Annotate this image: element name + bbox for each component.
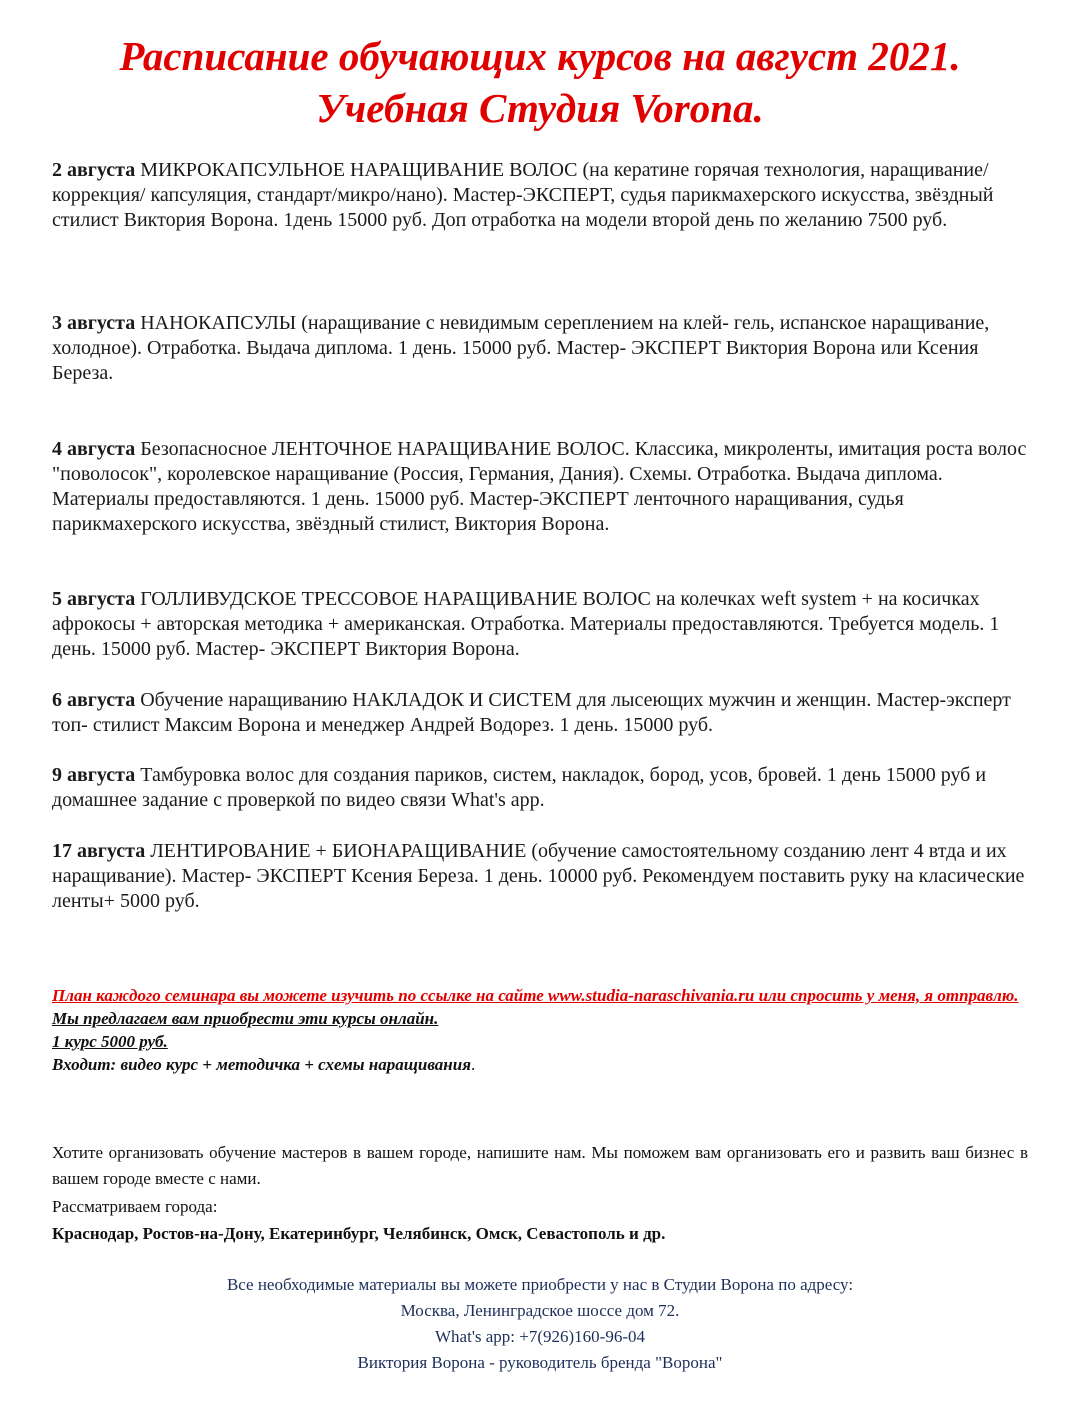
footer-whatsapp[interactable]: What's app: +7(926)160-96-04 <box>435 1327 645 1346</box>
course-description: НАНОКАПСУЛЫ (наращивание с невидимым сереплением на клей- гель, испанское наращивание, холодное). Отработка. Выдача диплома. 1 день. 15000 руб. Мастер- ЭКСПЕРТ Виктория Ворона или Ксения Береза. <box>52 312 990 384</box>
course-date: 3 августа <box>52 312 136 334</box>
course-description: Безопасносное ЛЕНТОЧНОЕ НАРАЩИВАНИЕ ВОЛОС. Классика, микроленты, имитация роста волос "поволосок", королевское наращивание (Россия, Германия, Дания). Схемы. Отработка. Выдача диплома. Материалы предоставляются. 1 день. 15000 руб. Мастер-ЭКСПЕРТ ленточного наращивания, судья парикмахерского искусства, звёздный стилист, Виктория Ворона. <box>52 438 1027 535</box>
course-date: 17 августа <box>52 840 146 862</box>
seminar-plan-link-text[interactable]: План каждого семинара вы можете изучить по ссылке на сайте www.studia-naraschivania.ru или спросить у меня, я отправлю. <box>52 986 1019 1005</box>
online-includes: Входит: видео курс + методичка + схемы наращивания <box>52 1055 471 1074</box>
cities-list: Краснодар, Ростов-на-Дону, Екатеринбург, Челябинск, Омск, Севастополь и др. <box>52 1224 666 1243</box>
course-description: МИКРОКАПСУЛЬНОЕ НАРАЩИВАНИЕ ВОЛОС (на кератине горячая технология, наращивание/ коррекция/ капсуляция, стандарт/микро/нано). Мастер-ЭКСПЕРТ, судья парикмахерского искусства, звёздный стилист Виктория Ворона. 1день 15000 руб. Доп отработка на модели второй день по желанию 7500 руб. <box>52 159 994 231</box>
course-item <box>52 437 1042 537</box>
footer-materials: Все необходимые материалы вы можете приобрести у нас в Студии Ворона по адресу: <box>226 1275 854 1294</box>
online-price: 1 курс 5000 руб. <box>52 1032 168 1051</box>
page-title <box>0 30 1080 134</box>
course-item <box>52 158 1042 233</box>
footer-address: Москва, Ленинградское шоссе дом 72. <box>400 1301 680 1320</box>
course-item <box>52 763 1042 813</box>
contact-footer <box>0 1272 1080 1376</box>
course-date: 5 августа <box>52 588 136 610</box>
course-description: Обучение наращиванию НАКЛАДОК И СИСТЕМ для лысеющих мужчин и женщин. Мастер-эксперт топ- стилист Максим Ворона и менеджер Андрей Водорез. 1 день. 15000 руб. <box>52 689 1011 736</box>
course-item <box>52 311 1042 386</box>
city-offer-text: Хотите организовать обучение мастеров в вашем городе, напишите нам. Мы поможем вам организовать его и развить ваш бизнес в вашем городе вместе с нами. <box>52 1143 1028 1188</box>
course-description: ЛЕНТИРОВАНИЕ + БИОНАРАЩИВАНИЕ (обучение самостоятельному созданию лент 4 втда и их наращивание). Мастер- ЭКСПЕРТ Ксения Береза. 1 день. 10000 руб. Рекомендуем поставить руку на класические ленты+ 5000 руб. <box>52 840 1025 912</box>
course-item <box>52 688 1042 738</box>
title-line-2: Учебная Студия Vorona. <box>316 85 764 131</box>
footer-owner: Виктория Ворона - руководитель бренда "Ворона" <box>357 1353 723 1372</box>
course-description: ГОЛЛИВУДСКОЕ ТРЕССОВОЕ НАРАЩИВАНИЕ ВОЛОС на колечках weft system + на косичках афрокосы + авторская методика + американская. Отработка. Материалы предоставляются. Требуется модель. 1 день. 15000 руб. Мастер- ЭКСПЕРТ Виктория Ворона. <box>52 588 1000 660</box>
course-date: 4 августа <box>52 438 136 460</box>
course-item <box>52 839 1042 914</box>
online-includes-period: . <box>470 1055 476 1074</box>
course-date: 9 августа <box>52 764 136 786</box>
title-line-1: Расписание обучающих курсов на август 2021. <box>119 33 961 79</box>
online-promo <box>52 984 1042 1076</box>
course-item <box>52 587 1042 662</box>
online-offer: Мы предлагаем вам приобрести эти курсы онлайн. <box>52 1009 439 1028</box>
cities-label: Рассматриваем города: <box>52 1197 218 1216</box>
course-date: 2 августа <box>52 159 136 181</box>
course-date: 6 августа <box>52 689 136 711</box>
course-description: Тамбуровка волос для создания париков, систем, накладок, бород, усов, бровей. 1 день 15000 руб и домашнее задание с проверкой по видео связи What's app. <box>52 764 987 811</box>
